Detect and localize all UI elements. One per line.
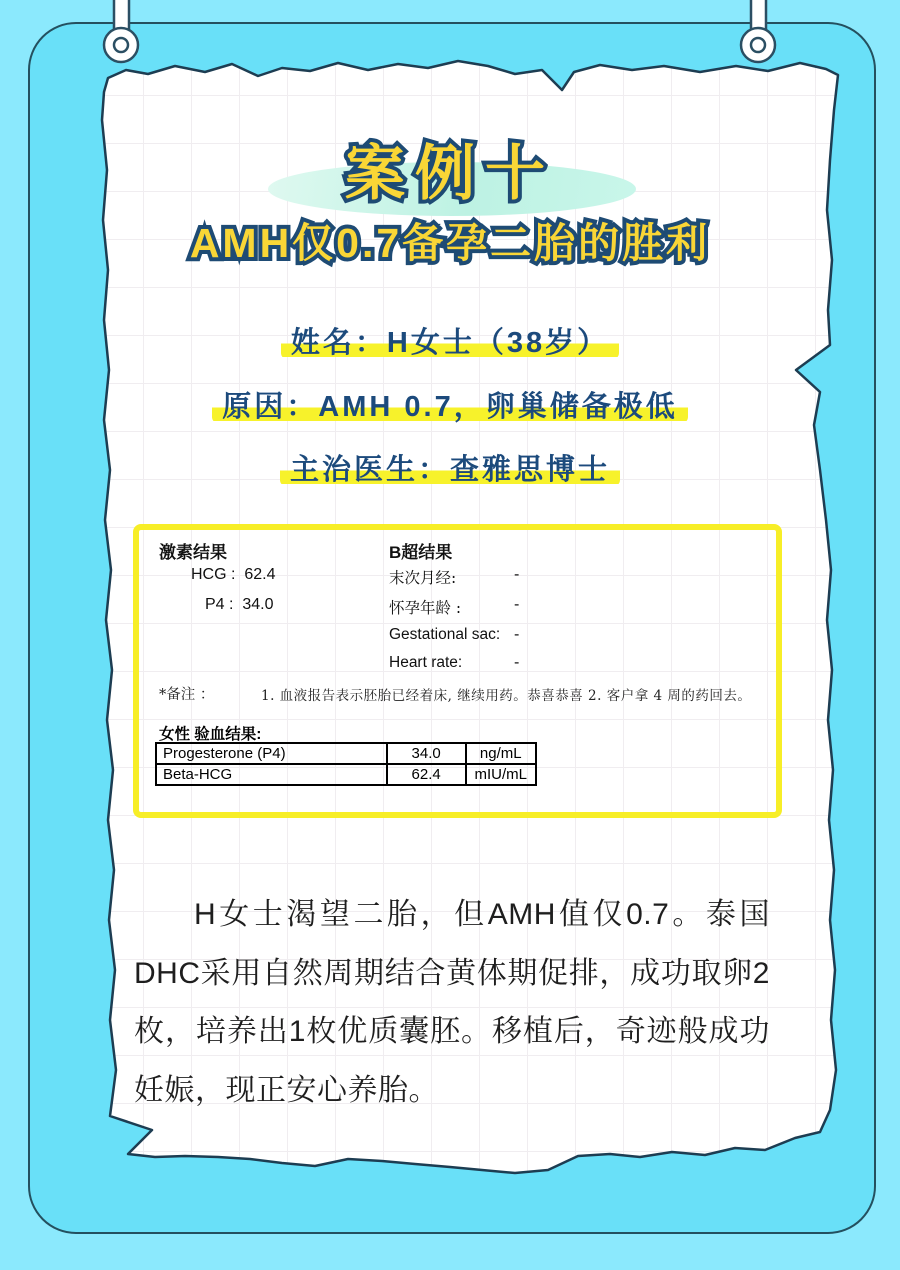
- gestational-age-value: -: [514, 596, 520, 613]
- patient-name-text: 姓名：H女士（38岁）: [281, 327, 619, 359]
- last-period-value: -: [514, 566, 520, 583]
- case-summary-paragraph: H女士渴望二胎，但AMH值仅0.7。泰国DHC采用自然周期结合黄体期促排，成功取卵2枚，培养出1枚优质囊胚。移植后，奇迹般成功妊娠，现正安心养胎。: [134, 898, 770, 1107]
- doctor-line: [0, 447, 900, 488]
- hormone-results-heading: 激素结果: [159, 543, 227, 562]
- results-box: [133, 524, 782, 818]
- reason-line: [0, 384, 900, 425]
- reason-text: 原因：AMH 0.7，卵巢储备极低: [212, 391, 687, 423]
- blood-row-value: 62.4: [387, 764, 466, 785]
- patient-name-line: [0, 320, 900, 361]
- ultrasound-results-heading: B超结果: [389, 543, 453, 562]
- p4-label: P4 :: [205, 596, 234, 613]
- heart-rate-label: Heart rate:: [389, 654, 463, 671]
- hormone-row-hcg: [191, 566, 275, 584]
- hcg-label: HCG :: [191, 566, 236, 583]
- last-period-label: 末次月经:: [389, 569, 457, 587]
- hormone-row-p4: [205, 596, 274, 614]
- heart-rate-value: -: [514, 654, 520, 671]
- gestational-age-label: 怀孕年龄 :: [389, 599, 462, 617]
- blood-test-table: [155, 742, 537, 786]
- blood-row-unit: ng/mL: [466, 743, 536, 764]
- hcg-value: 62.4: [244, 566, 276, 583]
- doctor-text: 主治医生：查雅思博士: [280, 454, 620, 486]
- note-text: 1. 血液报告表示胚胎已经着床, 继续用药。恭喜恭喜 2. 客户拿 4 周的药回去。: [261, 688, 752, 704]
- table-row: [156, 764, 536, 785]
- gestational-sac-label: Gestational sac:: [389, 626, 501, 643]
- table-row: [156, 743, 536, 764]
- page-title: 案例十: [345, 140, 555, 207]
- blood-row-value: 34.0: [387, 743, 466, 764]
- note-label: *备注 ：: [159, 687, 215, 703]
- blood-row-name: Beta-HCG: [156, 764, 387, 785]
- blood-row-unit: mIU/mL: [466, 764, 536, 785]
- blood-test-heading: 女性 验血结果:: [159, 726, 262, 743]
- gestational-sac-value: -: [514, 626, 520, 643]
- page-subtitle: AMH仅0.7备孕二胎的胜利: [189, 220, 711, 266]
- p4-value: 34.0: [242, 596, 274, 613]
- blood-row-name: Progesterone (P4): [156, 743, 387, 764]
